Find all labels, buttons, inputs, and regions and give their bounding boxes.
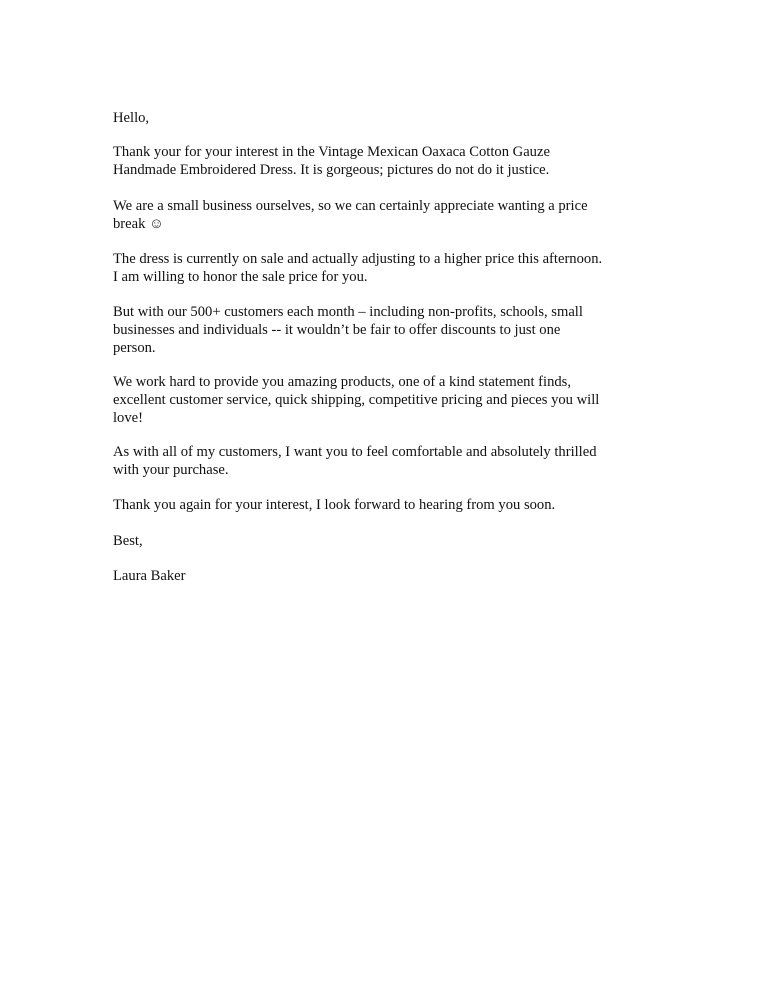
text-line: love! bbox=[113, 410, 143, 426]
paragraph-work-hard bbox=[113, 373, 599, 427]
text-line: The dress is currently on sale and actually adjusting to a higher price this afternoon. bbox=[113, 251, 603, 267]
text-line: person. bbox=[113, 340, 156, 356]
text-line: We are a small business ourselves, so we can certainly appreciate wanting a price bbox=[113, 198, 588, 214]
paragraph-thank-again bbox=[113, 496, 555, 514]
paragraph-small-business bbox=[113, 197, 588, 233]
text-line: But with our 500+ customers each month – including non-profits, schools, small bbox=[113, 304, 583, 320]
text-line: Thank you again for your interest, I look forward to hearing from you soon. bbox=[113, 497, 556, 513]
paragraph-comfortable bbox=[113, 443, 597, 479]
text-line: excellent customer service, quick shipping, competitive pricing and pieces you will bbox=[113, 392, 600, 408]
text-line: Handmade Embroidered Dress. It is gorgeous; pictures do not do it justice. bbox=[113, 162, 550, 178]
text-line: Thank your for your interest in the Vintage Mexican Oaxaca Cotton Gauze bbox=[113, 144, 550, 160]
text-line: We work hard to provide you amazing products, one of a kind statement finds, bbox=[113, 374, 572, 390]
signature: Laura Baker bbox=[113, 568, 186, 584]
paragraph-customers bbox=[113, 303, 583, 357]
paragraph-thanks bbox=[113, 143, 550, 179]
text-line: break ☺ bbox=[113, 216, 164, 232]
text-line: businesses and individuals -- it wouldn’t be fair to offer discounts to just one bbox=[113, 322, 561, 338]
text-line: with your purchase. bbox=[113, 462, 229, 478]
paragraph-sale bbox=[113, 250, 602, 286]
text-line: I am willing to honor the sale price for you. bbox=[113, 269, 368, 285]
text-line: As with all of my customers, I want you to feel comfortable and absolutely thrilled bbox=[113, 444, 597, 460]
closing: Best, bbox=[113, 533, 143, 549]
greeting: Hello, bbox=[113, 110, 150, 126]
